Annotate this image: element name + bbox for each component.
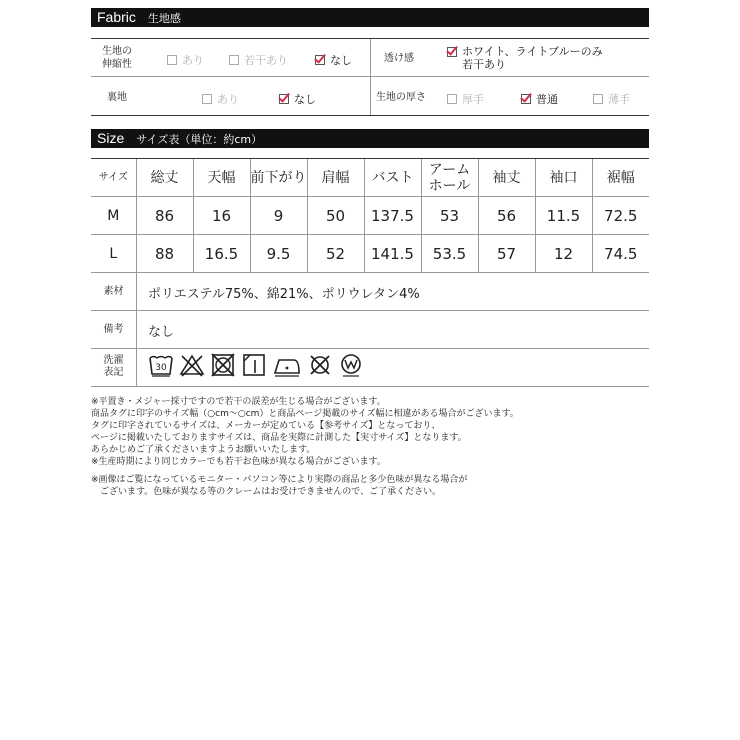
table-cell: 9 bbox=[250, 197, 307, 235]
no-dry-clean-icon bbox=[307, 352, 333, 378]
checked-checkbox-icon bbox=[279, 94, 289, 104]
wash-30-icon bbox=[148, 352, 174, 378]
table-cell: 88 bbox=[136, 235, 193, 273]
size-table bbox=[91, 158, 649, 273]
table-cell: 50 bbox=[307, 197, 364, 235]
lining-option-no: なし bbox=[279, 91, 316, 107]
stretch-option-slight: 若干あり bbox=[229, 52, 288, 68]
lining-option-yes: あり bbox=[202, 91, 239, 107]
care-label: 洗濯 表記 bbox=[103, 355, 124, 378]
table-cell: 12 bbox=[535, 235, 592, 273]
sheerness-label: 透け感 bbox=[384, 53, 414, 64]
checkbox-icon bbox=[593, 94, 603, 104]
note-line: ※画像はご覧になっているモニター・パソコン等により実際の商品と多少色味が異なる場合が bbox=[91, 475, 468, 485]
note-line: あらかじめご了承くださいますようお願いいたします。 bbox=[91, 445, 316, 455]
size-section-header bbox=[91, 129, 649, 148]
remarks-label: 備考 bbox=[103, 324, 124, 335]
header-shoulder: 肩幅 bbox=[307, 159, 364, 197]
size-title: Size bbox=[97, 130, 125, 146]
thickness-option-thin: 薄手 bbox=[593, 91, 630, 107]
table-cell: 137.5 bbox=[364, 197, 421, 235]
fabric-table bbox=[91, 38, 649, 116]
table-cell: 16.5 bbox=[193, 235, 250, 273]
header-cuff: 袖口 bbox=[535, 159, 592, 197]
lining-label: 裏地 bbox=[107, 92, 127, 103]
iron-low-icon bbox=[272, 352, 302, 378]
checkbox-icon bbox=[202, 94, 212, 104]
table-cell: 141.5 bbox=[364, 235, 421, 273]
table-cell: 16 bbox=[193, 197, 250, 235]
wet-clean-icon bbox=[338, 352, 364, 378]
header-size: サイズ bbox=[91, 159, 136, 197]
note-line: ページに掲載いたしておりますサイズは、商品を実際に計測した【実寸サイズ】となります。 bbox=[91, 433, 467, 443]
table-cell: 53 bbox=[421, 197, 478, 235]
checked-checkbox-icon bbox=[521, 94, 531, 104]
table-cell: 57 bbox=[478, 235, 535, 273]
table-cell: 86 bbox=[136, 197, 193, 235]
size-subtitle: サイズ表（単位：約cm） bbox=[136, 133, 263, 146]
checkbox-icon bbox=[447, 94, 457, 104]
table-row bbox=[91, 235, 649, 273]
header-length: 総丈 bbox=[136, 159, 193, 197]
thickness-option-thick: 厚手 bbox=[447, 91, 484, 107]
stretch-label: 生地の 伸縮性 bbox=[102, 46, 132, 70]
remarks-value: なし bbox=[148, 325, 175, 340]
stretch-option-none: なし bbox=[315, 52, 352, 68]
thickness-label: 生地の厚さ bbox=[376, 92, 426, 103]
checkbox-icon bbox=[229, 55, 239, 65]
table-cell: 53.5 bbox=[421, 235, 478, 273]
svg-text:30: 30 bbox=[155, 363, 167, 373]
stretch-option-yes: あり bbox=[167, 52, 204, 68]
header-armhole: アーム ホール bbox=[421, 159, 478, 197]
note-line: ございます。色味が異なる等のクレームはお受けできませんので、ご了承ください。 bbox=[91, 487, 442, 497]
material-row bbox=[91, 273, 649, 311]
checked-checkbox-icon bbox=[315, 55, 325, 65]
size-label: L bbox=[91, 235, 136, 273]
table-cell: 52 bbox=[307, 235, 364, 273]
note-line: ※平置き・メジャー採寸ですので若干の誤差が生じる場合がございます。 bbox=[91, 397, 386, 407]
note-line: タグに印字されているサイズは、メーカーが定めている【参考サイズ】となっており、 bbox=[91, 421, 441, 431]
checked-checkbox-icon bbox=[447, 47, 457, 57]
thickness-option-normal: 普通 bbox=[521, 91, 558, 107]
size-label: M bbox=[91, 197, 136, 235]
table-cell: 56 bbox=[478, 197, 535, 235]
line-dry-shade-icon bbox=[241, 352, 267, 378]
checkbox-icon bbox=[167, 55, 177, 65]
note-line: ※生産時期により同じカラーでも若干お色味が異なる場合がございます。 bbox=[91, 457, 386, 467]
size-table-header-row bbox=[91, 159, 649, 197]
table-cell: 9.5 bbox=[250, 235, 307, 273]
table-row bbox=[91, 197, 649, 235]
care-icons bbox=[148, 352, 364, 378]
material-value: ポリエステル75%、綿21%、ポリウレタン4% bbox=[148, 287, 420, 302]
table-cell: 74.5 bbox=[592, 235, 649, 273]
header-bust: バスト bbox=[364, 159, 421, 197]
header-neck-width: 天幅 bbox=[193, 159, 250, 197]
sheerness-option: ホワイト、ライトブルーのみ 若干あり bbox=[447, 45, 603, 71]
fabric-title: Fabric bbox=[97, 9, 136, 25]
material-label: 素材 bbox=[103, 286, 124, 297]
table-cell: 72.5 bbox=[592, 197, 649, 235]
notes bbox=[91, 396, 519, 498]
note-line: 商品タグに印字のサイズ幅（○cm〜○cm）と商品ページ掲載のサイズ幅に相違がある場合がございます。 bbox=[91, 409, 519, 419]
no-tumble-dry-icon bbox=[210, 352, 236, 378]
table-cell: 11.5 bbox=[535, 197, 592, 235]
no-bleach-icon bbox=[179, 352, 205, 378]
fabric-section-header bbox=[91, 8, 649, 27]
fabric-subtitle: 生地感 bbox=[147, 12, 181, 25]
header-sleeve-length: 袖丈 bbox=[478, 159, 535, 197]
header-front-drop: 前下がり bbox=[250, 159, 307, 197]
remarks-row bbox=[91, 311, 649, 349]
header-hem-width: 裾幅 bbox=[592, 159, 649, 197]
